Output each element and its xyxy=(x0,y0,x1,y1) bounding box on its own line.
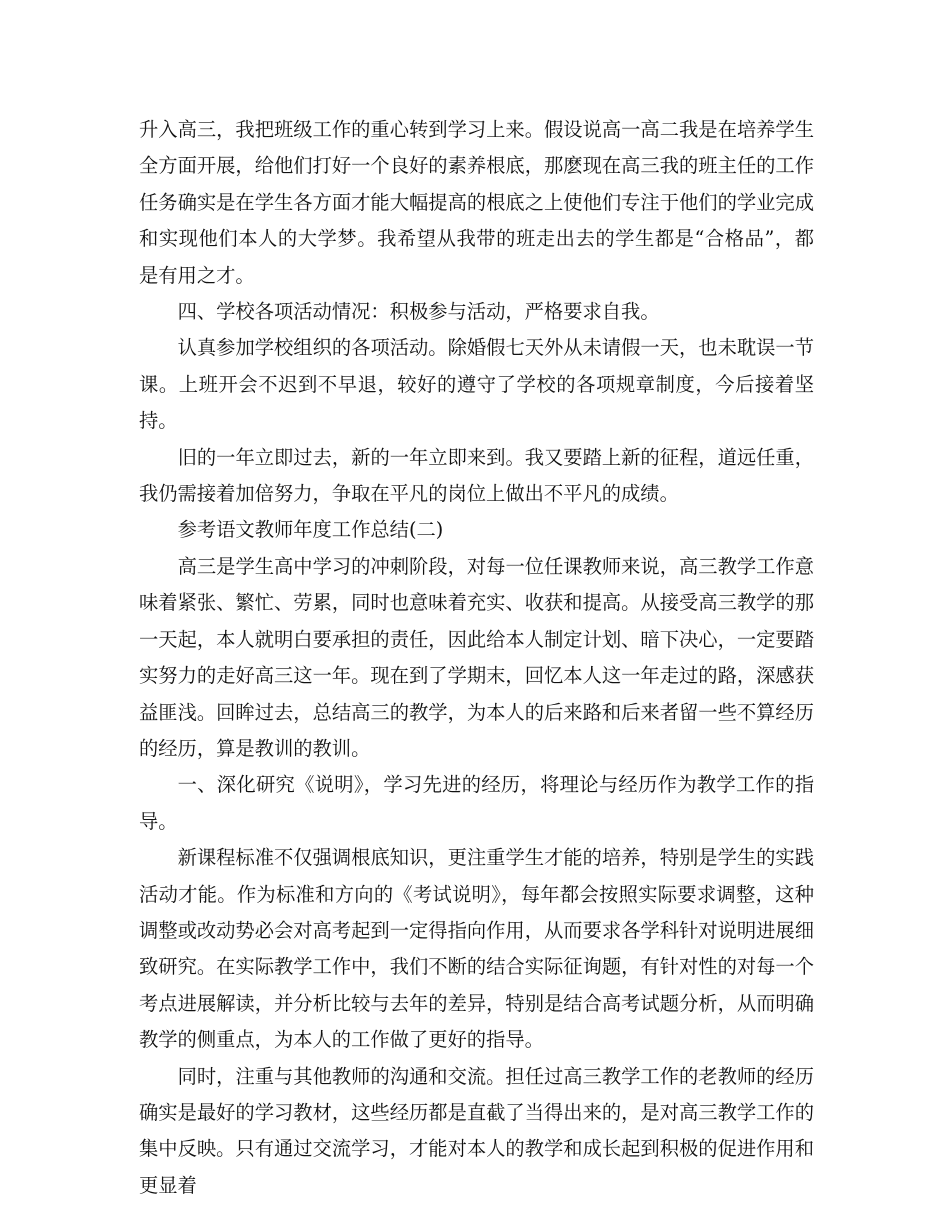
paragraph: 升入高三，我把班级工作的重心转到学习上来。假设说高一高二我是在培养学生全方面开展，给他们打好一个良好的素养根底，那麽现在高三我的班主任的工作任务确实是在学生各方面才能大幅提高的根底之上使他们专注于他们的学业完成和实现他们本人的大学梦。我希望从我带的班走出去的学生都是“合格品”，都是有用之才。 xyxy=(139,118,814,287)
article-title: 参考语文教师年度工作总结(二) xyxy=(177,518,444,542)
paragraph: 认真参加学校组织的各项活动。除婚假七天外从未请假一天，也未耽误一节课。上班开会不迟到不早退，较好的遵守了学校的各项规章制度，今后接着坚持。 xyxy=(139,336,814,433)
section-heading-activities: 四、学校各项活动情况：积极参与活动，严格要求自我。 xyxy=(177,300,660,324)
section-heading-study: 一、深化研究《说明》，学习先进的经历，将理论与经历作为教学工作的指导。 xyxy=(139,773,814,833)
paragraph: 同时，注重与其他教师的沟通和交流。担任过高三教学工作的老教师的经历确实是最好的学习教材，这些经历都是直截了当得出来的，是对高三教学工作的集中反映。只有通过交流学习，才能对本人的教学和成长起到积极的促进作用和更显着 xyxy=(139,1064,814,1197)
paragraph: 新课程标准不仅强调根底知识，更注重学生才能的培养，特别是学生的实践活动才能。作为标准和方向的《考试说明》，每年都会按照实际要求调整，这种调整或改动势必会对高考起到一定得指向作用，从而要求各学科针对说明进展细致研究。在实际教学工作中，我们不断的结合实际征询题，有针对性的对每一个考点进展解读，并分析比较与去年的差异，特别是结合高考试题分析，从而明确教学的侧重点，为本人的工作做了更好的指导。 xyxy=(139,846,814,1052)
document-body xyxy=(139,112,814,1204)
paragraph: 高三是学生高中学习的冲刺阶段，对每一位任课教师来说，高三教学工作意味着紧张、繁忙、劳累，同时也意味着充实、收获和提高。从接受高三教学的那一天起，本人就明白要承担的责任，因此给本人制定计划、暗下决心，一定要踏实努力的走好高三这一年。现在到了学期末，回忆本人这一年走过的路，深感获益匪浅。回眸过去，总结高三的教学，为本人的后来路和后来者留一些不算经历的经历，算是教训的教训。 xyxy=(139,554,814,760)
paragraph: 旧的一年立即过去，新的一年立即来到。我又要踏上新的征程，道远任重，我仍需接着加倍努力，争取在平凡的岗位上做出不平凡的成绩。 xyxy=(139,445,814,506)
